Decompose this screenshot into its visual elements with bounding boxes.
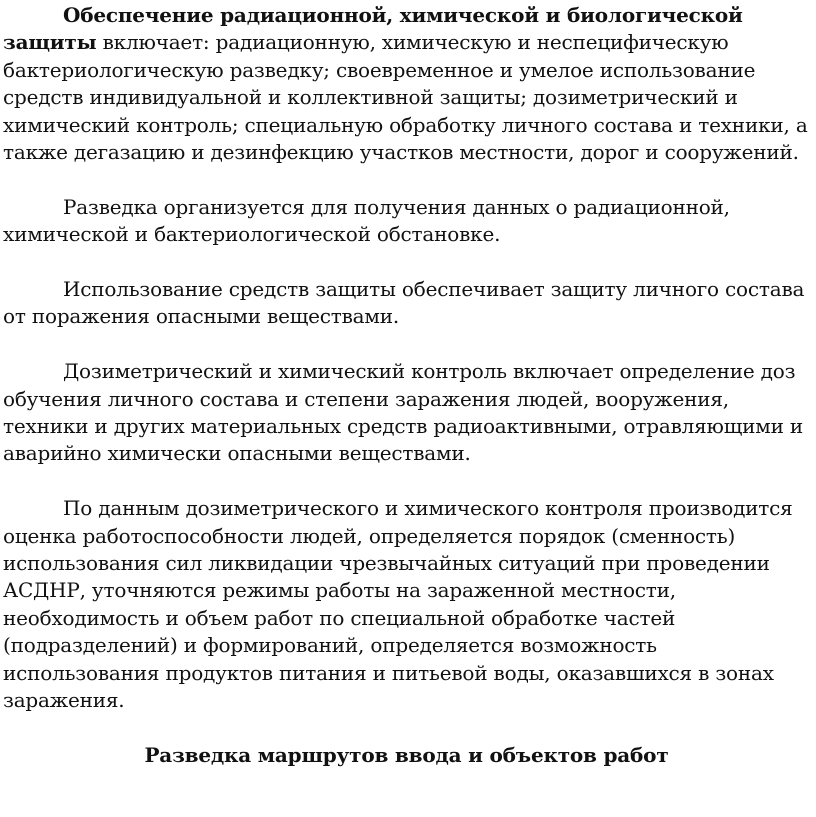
paragraph-reconnaissance: Разведка организуется для получения данных о радиационной, химической и бактериологической обстановке.: [3, 194, 730, 247]
paragraph-dosimetric-control: Дозиметрический и химический контроль включает определение доз обучения личного состава и степени заражения людей, вооружения, техники и других материальных средств радиоактивными, отравляющими и аварийно химически опасными веществами.: [3, 359, 804, 466]
section-heading: Разведка маршрутов ввода и объектов работ: [144, 742, 669, 767]
paragraph-text: включает: радиационную, химическую и неспецифическую бактериологическую разведку; своевременное и умелое использование средств индивидуальной и коллективной защиты; дозиметрический и химический контроль; специальную обработку личного состава и техники, а также дегазацию и дезинфекцию участков местности, дорог и сооружений.: [3, 30, 808, 165]
paragraph-control-results: По данным дозиметрического и химического контроля производится оценка работоспособности людей, определяется порядок (сменность) использования сил ликвидации чрезвычайных ситуаций при проведении АСДНР, уточняются режимы работы на зараженной местности, необходимость и объем работ по специальной обработке частей (подразделений) и формирований, определяется возможность использования продуктов питания и питьевой воды, оказавшихся в зонах заражения.: [3, 496, 793, 713]
paragraph-protection-overview: [3, 0, 810, 166]
paragraph-protection-means: Использование средств защиты обеспечивает защиту личного состава от поражения опасными веществами.: [3, 277, 805, 329]
paragraph-bold-lead: Обеспечение радиационной, химической и биологической защиты: [3, 3, 743, 55]
